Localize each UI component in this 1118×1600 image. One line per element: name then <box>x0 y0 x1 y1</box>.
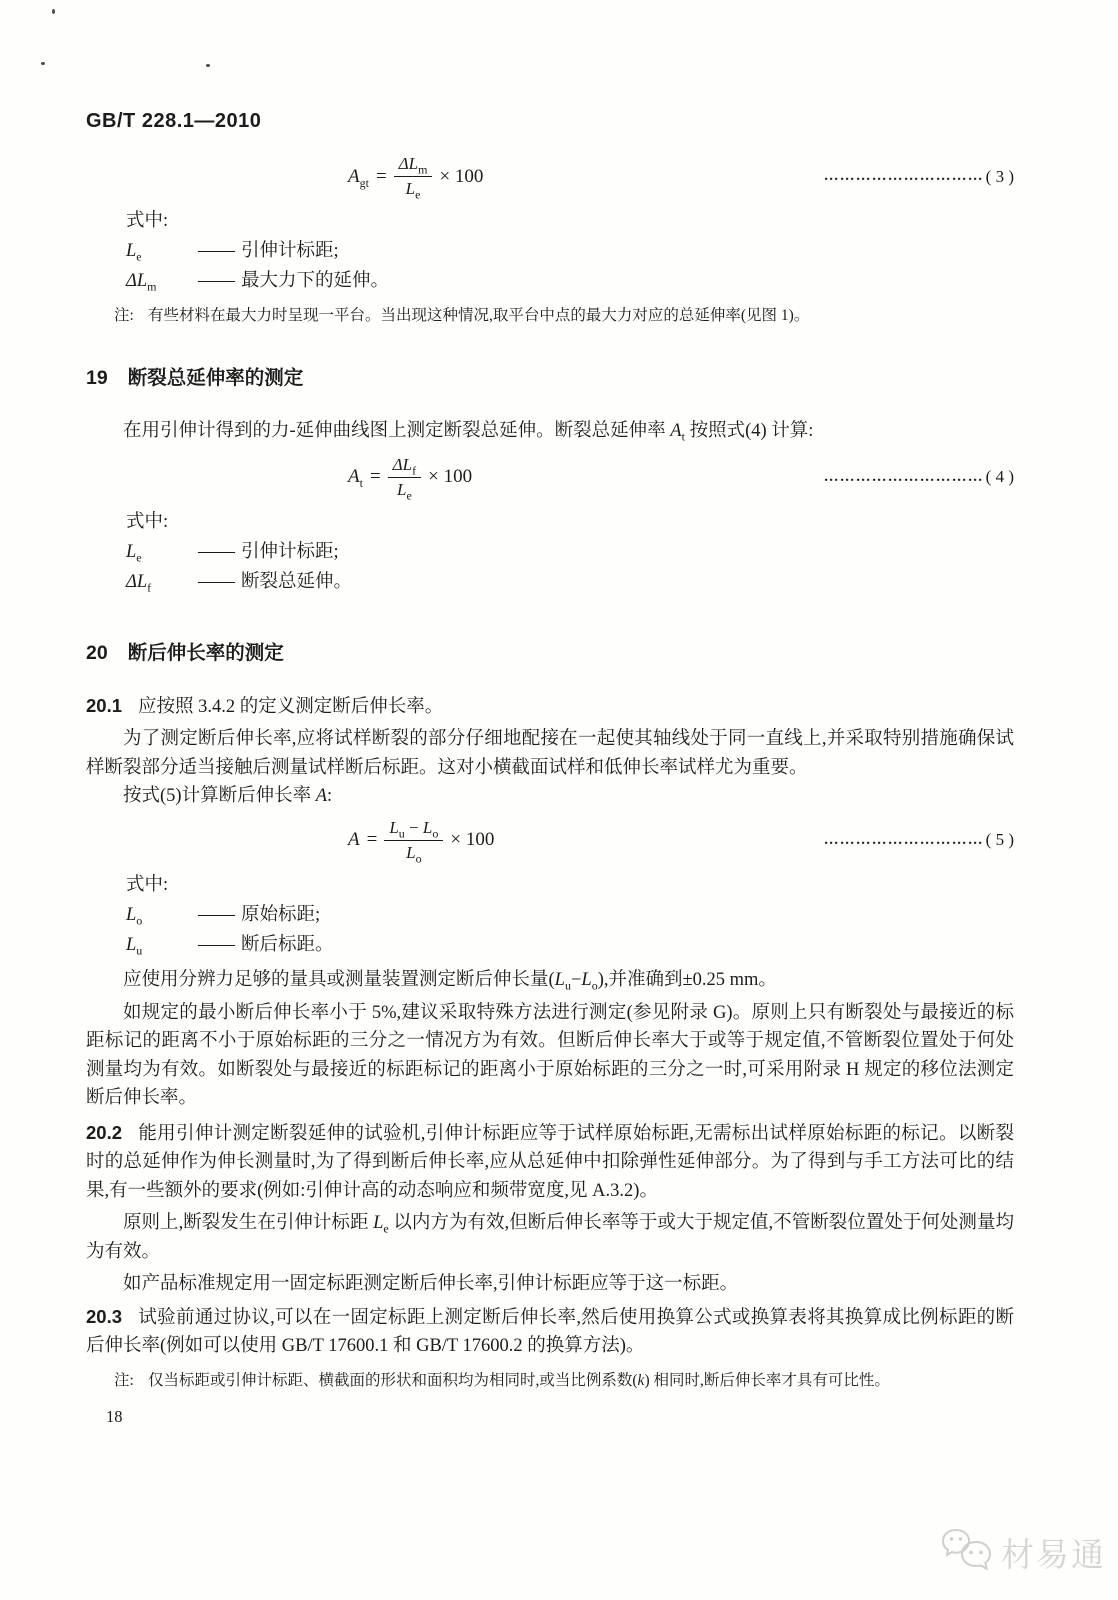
section-title: 断裂总延伸率的测定 <box>127 367 304 390</box>
symbol-description: 原始标距; <box>241 905 321 926</box>
note-label: 注: <box>114 307 134 325</box>
symbol-definition <box>86 236 1014 266</box>
symbol-description: 断裂总延伸。 <box>241 571 353 592</box>
watermark <box>940 1526 1106 1579</box>
equation-number: ( 3 ) <box>985 166 1014 186</box>
equation-lhs: A <box>348 829 360 851</box>
equals-sign: = <box>366 829 378 851</box>
paragraph: 按式(5)计算断后伸长率 A: <box>123 786 333 807</box>
scan-speck <box>52 9 55 14</box>
definition-dash: —— <box>198 241 235 262</box>
symbol-definition <box>86 537 1014 567</box>
clause-text: 能用引伸计测定断裂延伸的试验机,引伸计标距应等于试样原始标距,无需标出试样原始标距的标记。以断裂时的总延伸作为伸长测量时,为了得到断后伸长率,应从总延伸中扣除弹性延伸部分。为了得到与手工方法可比的结果,有一些额外的要求(例如:引伸计高的动态响应和频带宽度,见 A.3.2)。 <box>86 1123 1014 1201</box>
formula-5 <box>86 817 1014 864</box>
note-label: 注: <box>114 1371 134 1389</box>
equals-sign: = <box>375 165 387 187</box>
section-title: 断后伸长率的测定 <box>127 641 284 664</box>
fraction-denominator: $L_e$ <box>396 479 412 503</box>
section-19-paragraph: 在用引伸计得到的力-延伸曲线图上测定断裂总延伸。断裂总延伸率 $A_t$ 按照式(4) 计算: <box>123 421 814 444</box>
symbol-description: 断后标距。 <box>241 935 334 956</box>
symbol-description: 引伸计标距; <box>241 241 339 262</box>
definition-dash: —— <box>198 271 235 292</box>
paragraph: 如规定的最小断后伸长率小于 5%,建议采取特殊方法进行测定(参见附录 G)。原则上只有断裂处与最接近的标距标记的距离不小于原始标距的三分之一情况方为有效。但断后伸长率大于或等于规定值,不管断裂位置处于何处测量均为有效。如断裂处与最接近的标距标记的距离小于原始标距的三分之一时,可采用附录 H 规定的移位法测定断后伸长率。 <box>86 1002 1014 1109</box>
equation-4 <box>348 454 472 501</box>
fraction <box>384 817 443 864</box>
section-19-heading <box>86 362 1014 390</box>
equation-leader <box>824 830 1014 850</box>
symbol: $L_u$ <box>126 935 143 958</box>
note-text: 仅当标距或引伸计标距、横截面的形状和面积均为相同时,或当比例系数(k) 相同时,断后伸长率才具有可比性。 <box>148 1371 890 1389</box>
standard-code: GB/T 228.1—2010 <box>86 110 262 132</box>
symbol-definition <box>86 930 1014 960</box>
where-label: 式中: <box>126 211 169 232</box>
symbol-definition <box>86 900 1014 930</box>
equation-leader <box>824 467 1014 487</box>
section-20-heading <box>86 637 1014 665</box>
equation-factor: × 100 <box>439 165 484 187</box>
equation-lhs: $A_t$ <box>348 466 363 491</box>
definition-dash: —— <box>198 905 235 926</box>
symbol: $\Delta L_m$ <box>126 271 157 294</box>
clause-20-2 <box>86 1119 1014 1206</box>
fraction-numerator: $\Delta L_m$ <box>394 153 433 177</box>
leader-dots: ………………………… <box>823 168 984 185</box>
equation-leader <box>824 167 1014 187</box>
note-text: 有些材料在最大力时呈现一平台。当出现这种情况,取平台中点的最大力对应的总延伸率(见图 1)。 <box>148 307 810 325</box>
watermark-text: 材易通 <box>1001 1536 1106 1573</box>
section-number: 20 <box>86 641 108 664</box>
section-number: 19 <box>86 367 108 390</box>
fraction-denominator: $L_e$ <box>405 179 421 202</box>
definition-dash: —— <box>198 541 235 562</box>
equation-factor: × 100 <box>450 829 495 851</box>
paragraph: 为了测定断后伸长率,应将试样断裂的部分仔细地配接在一起使其轴线处于同一直线上,并采取特别措施确保试样断裂部分适当接触后测量试样断后标距。这对小横截面试样和低伸长率试样尤为重要。 <box>86 729 1014 778</box>
formula-3 <box>86 153 1014 200</box>
equals-sign: = <box>369 466 381 488</box>
fraction-numerator: $\Delta L_f$ <box>388 454 421 478</box>
clause-text: 试验前通过协议,可以在一固定标距上测定断后伸长率,然后使用换算公式或换算表将其换算成比例标距的断后伸长率(例如可以使用 GB/T 17600.1 和 GB/T 17600.2 的换算方法)。 <box>86 1307 1014 1357</box>
symbol-definition <box>86 567 1014 597</box>
symbol-description: 引伸计标距; <box>241 541 339 562</box>
leader-dots: ………………………… <box>823 468 984 485</box>
wechat-bubbles-icon <box>940 1526 994 1579</box>
clause-text: 应按照 3.4.2 的定义测定断后伸长率。 <box>138 696 444 717</box>
paragraph: 如产品标准规定用一固定标距测定断后伸长率,引伸计标距应等于这一标距。 <box>123 1274 739 1295</box>
equation-5 <box>348 817 494 864</box>
equation-number: ( 5 ) <box>985 830 1014 850</box>
scan-speck <box>206 64 210 67</box>
note <box>114 303 1014 328</box>
where-label: 式中: <box>126 511 169 532</box>
paragraph: 应使用分辨力足够的量具或测量装置测定断后伸长量$(L_u-L_o)$,并准确到±0.25 mm。 <box>123 970 777 993</box>
symbol: $L_o$ <box>126 905 143 928</box>
clause-number: 20.2 <box>86 1121 123 1143</box>
paragraph: 原则上,断裂发生在引伸计标距 $L_e$ 以内方为有效,但断后伸长率等于或大于规定值,不管断裂位置处于何处测量均为有效。 <box>86 1213 1014 1262</box>
equation-number: ( 4 ) <box>985 467 1014 487</box>
fraction-numerator: $L_u - L_o$ <box>384 817 443 841</box>
definition-dash: —— <box>198 571 235 592</box>
leader-dots: ………………………… <box>823 831 984 848</box>
note <box>114 1368 1014 1393</box>
equation-lhs: $A_{gt}$ <box>348 165 369 190</box>
equation-factor: × 100 <box>428 466 473 488</box>
definition-dash: —— <box>198 935 235 956</box>
clause-20-1 <box>86 692 1014 722</box>
clause-20-3 <box>86 1303 1014 1361</box>
symbol-description: 最大力下的延伸。 <box>241 271 390 292</box>
scan-speck <box>41 62 45 65</box>
clause-number: 20.3 <box>86 1305 123 1327</box>
fraction-denominator: $L_o$ <box>406 842 422 866</box>
symbol: $L_e$ <box>126 541 142 565</box>
symbol: $\Delta L_f$ <box>126 571 152 595</box>
symbol: $L_e$ <box>126 241 142 264</box>
fraction <box>388 454 421 501</box>
clause-number: 20.1 <box>86 694 123 716</box>
where-label: 式中: <box>126 875 169 896</box>
equation-3 <box>348 153 483 200</box>
page-number: 18 <box>106 1406 123 1426</box>
formula-4 <box>86 454 1014 501</box>
symbol-definition <box>86 266 1014 296</box>
fraction <box>394 153 433 200</box>
